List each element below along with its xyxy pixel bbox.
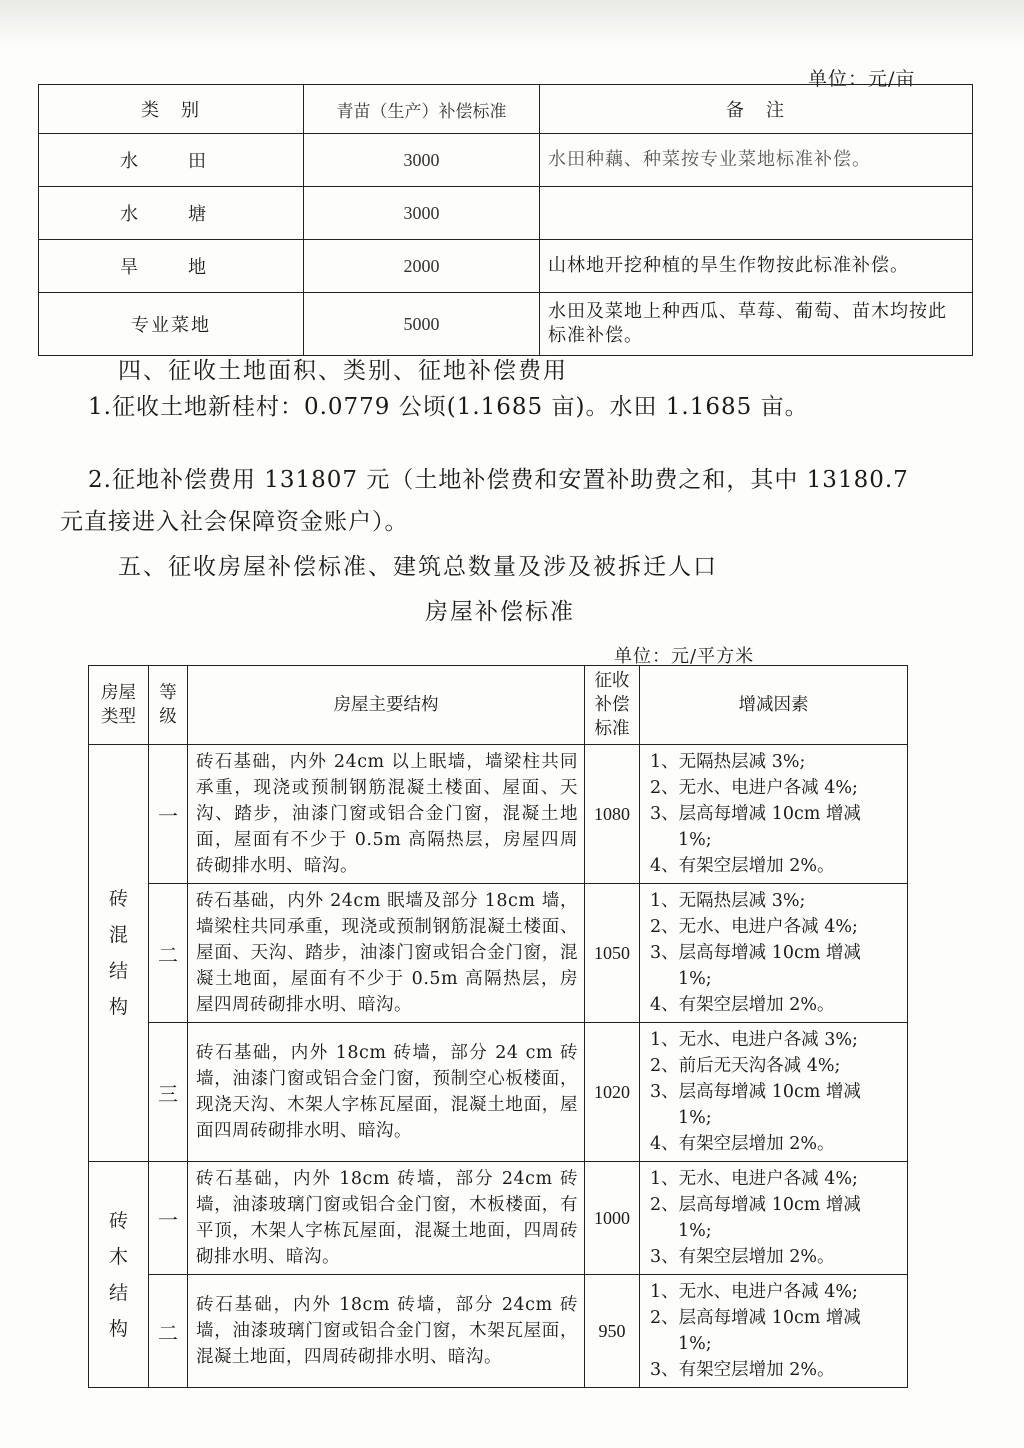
col-header-structure: 房屋主要结构 bbox=[188, 666, 585, 745]
factors-list bbox=[640, 1162, 908, 1275]
land-type: 旱 地 bbox=[39, 240, 304, 293]
factor-item: 1、无隔热层减 3%; bbox=[650, 891, 806, 911]
note-text: 水田种藕、种菜按专业菜地标准补偿。 bbox=[540, 134, 973, 187]
standard-value: 1080 bbox=[585, 745, 640, 884]
col-header-type: 房屋类型 bbox=[101, 683, 136, 727]
factor-item: 3、层高每增减 10cm 增减 bbox=[650, 943, 861, 963]
factor-item: 1%; bbox=[678, 1221, 712, 1241]
section-5-heading: 五、征收房屋补偿标准、建筑总数量及涉及被拆迁人口 bbox=[118, 554, 718, 580]
factors-list bbox=[640, 884, 908, 1023]
factor-item: 2、层高每增减 10cm 增减 bbox=[650, 1195, 861, 1215]
factors-list bbox=[640, 1275, 908, 1388]
factor-item: 1%; bbox=[678, 969, 712, 989]
structure-text: 砖石基础，内外 18cm 砖墙，部分 24cm 砖墙，油漆玻璃门窗或铝合金门窗，木架瓦屋面，混凝土地面，四周砖砌排水明、暗沟。 bbox=[188, 1275, 585, 1388]
grade-cell: 二 bbox=[149, 1275, 188, 1388]
table-row bbox=[89, 884, 908, 1023]
factor-item: 3、有架空层增加 2%。 bbox=[650, 1360, 835, 1380]
factor-item: 1%; bbox=[678, 1334, 712, 1354]
factor-item: 2、层高每增减 10cm 增减 bbox=[650, 1308, 861, 1328]
land-type: 水 塘 bbox=[39, 187, 304, 240]
standard-value: 3000 bbox=[304, 187, 540, 240]
land-type: 专业菜地 bbox=[39, 293, 304, 356]
table-row bbox=[39, 293, 973, 356]
table2-title: 房屋补偿标准 bbox=[425, 599, 575, 625]
factor-item: 4、有架空层增加 2%。 bbox=[650, 856, 835, 876]
factor-item: 3、有架空层增加 2%。 bbox=[650, 1247, 835, 1267]
factors-list bbox=[640, 745, 908, 884]
structure-text: 砖石基础，内外 24cm 以上眠墙，墙梁柱共同承重，现浇或预制钢筋混凝土楼面、屋面、天沟、踏步，油漆门窗或铝合金门窗，混凝土地面，屋面有不少于 0.5m 高隔热层，房屋四周砖砌排水明、暗沟。 bbox=[188, 745, 585, 884]
table-row bbox=[89, 1275, 908, 1388]
col-header-factors: 增减因素 bbox=[640, 666, 908, 745]
paragraph-compensation-line1: 2.征地补偿费用 131807 元（土地补偿费和安置补助费之和，其中 13180.7 bbox=[88, 467, 909, 493]
col-header-grade: 等级 bbox=[159, 683, 177, 727]
standard-value: 1020 bbox=[585, 1023, 640, 1162]
factor-item: 2、前后无天沟各减 4%; bbox=[650, 1056, 841, 1076]
col-header-standard: 青苗（生产）补偿标准 bbox=[304, 85, 540, 134]
grade-cell: 三 bbox=[149, 1023, 188, 1162]
standard-value: 950 bbox=[585, 1275, 640, 1388]
house-type: 砖混结构 bbox=[108, 888, 128, 1018]
factor-item: 1、无水、电进户各减 4%; bbox=[650, 1169, 858, 1189]
standard-value: 3000 bbox=[304, 134, 540, 187]
table-header-row bbox=[89, 666, 908, 745]
scan-edge bbox=[0, 0, 1024, 48]
factor-item: 1%; bbox=[678, 830, 712, 850]
factors-list bbox=[640, 1023, 908, 1162]
crop-compensation-table bbox=[38, 84, 973, 356]
grade-cell: 一 bbox=[149, 1162, 188, 1275]
factor-item: 1、无水、电进户各减 4%; bbox=[650, 1282, 858, 1302]
factor-item: 3、层高每增减 10cm 增减 bbox=[650, 804, 861, 824]
note-text: 山林地开挖种植的旱生作物按此标准补偿。 bbox=[540, 240, 973, 293]
paragraph-land-area: 1.征收土地新桂村：0.0779 公顷(1.1685 亩)。水田 1.1685 亩。 bbox=[88, 394, 809, 420]
factor-item: 2、无水、电进户各减 4%; bbox=[650, 917, 858, 937]
factor-item: 1、无水、电进户各减 3%; bbox=[650, 1030, 858, 1050]
standard-value: 1000 bbox=[585, 1162, 640, 1275]
grade-cell: 二 bbox=[149, 884, 188, 1023]
col-header-note: 备 注 bbox=[540, 85, 973, 134]
standard-value: 5000 bbox=[304, 293, 540, 356]
factor-item: 3、层高每增减 10cm 增减 bbox=[650, 1082, 861, 1102]
table-row bbox=[39, 187, 973, 240]
unit-label-1: 单位：元/亩 bbox=[808, 68, 916, 90]
note-text: 水田及菜地上种西瓜、草莓、葡萄、苗木均按此标准补偿。 bbox=[540, 293, 973, 356]
factor-item: 4、有架空层增加 2%。 bbox=[650, 995, 835, 1015]
unit-label-2: 单位：元/平方米 bbox=[614, 646, 755, 667]
factor-item: 2、无水、电进户各减 4%; bbox=[650, 778, 858, 798]
standard-value: 1050 bbox=[585, 884, 640, 1023]
note-text bbox=[540, 187, 973, 240]
factor-item: 1、无隔热层减 3%; bbox=[650, 752, 806, 772]
section-4-heading: 四、征收土地面积、类别、征地补偿费用 bbox=[118, 358, 568, 384]
structure-text: 砖石基础，内外 18cm 砖墙，部分 24cm 砖墙，油漆玻璃门窗或铝合金门窗，木板楼面，有平顶，木架人字栋瓦屋面，混凝土地面，四周砖砌排水明、暗沟。 bbox=[188, 1162, 585, 1275]
standard-value: 2000 bbox=[304, 240, 540, 293]
land-type: 水 田 bbox=[39, 134, 304, 187]
table-row bbox=[89, 1162, 908, 1275]
structure-text: 砖石基础，内外 24cm 眠墙及部分 18cm 墙，墙梁柱共同承重，现浇或预制钢筋混凝土楼面、屋面、天沟、踏步，油漆门窗或铝合金门窗，混凝土地面，屋面有不少于 0.5m 高隔热层，房屋四周砖砌排水明、暗沟。 bbox=[188, 884, 585, 1023]
paragraph-compensation-line2: 元直接进入社会保障资金账户）。 bbox=[60, 509, 409, 535]
structure-text: 砖石基础，内外 18cm 砖墙，部分 24 cm 砖墙，油漆门窗或铝合金门窗，预制空心板楼面，现浇天沟、木架人字栋瓦屋面，混凝土地面，屋面四周砖砌排水明、暗沟。 bbox=[188, 1023, 585, 1162]
table-row bbox=[89, 745, 908, 884]
table-row bbox=[39, 240, 973, 293]
table-row bbox=[89, 1023, 908, 1162]
factor-item: 1%; bbox=[678, 1108, 712, 1128]
table-row bbox=[39, 134, 973, 187]
col-header-type: 类 别 bbox=[39, 85, 304, 134]
factor-item: 4、有架空层增加 2%。 bbox=[650, 1134, 835, 1154]
table-header-row bbox=[39, 85, 973, 134]
col-header-standard: 征收补偿标准 bbox=[594, 671, 630, 739]
house-compensation-table bbox=[88, 665, 908, 1388]
grade-cell: 一 bbox=[149, 745, 188, 884]
house-type: 砖木结构 bbox=[108, 1209, 128, 1340]
